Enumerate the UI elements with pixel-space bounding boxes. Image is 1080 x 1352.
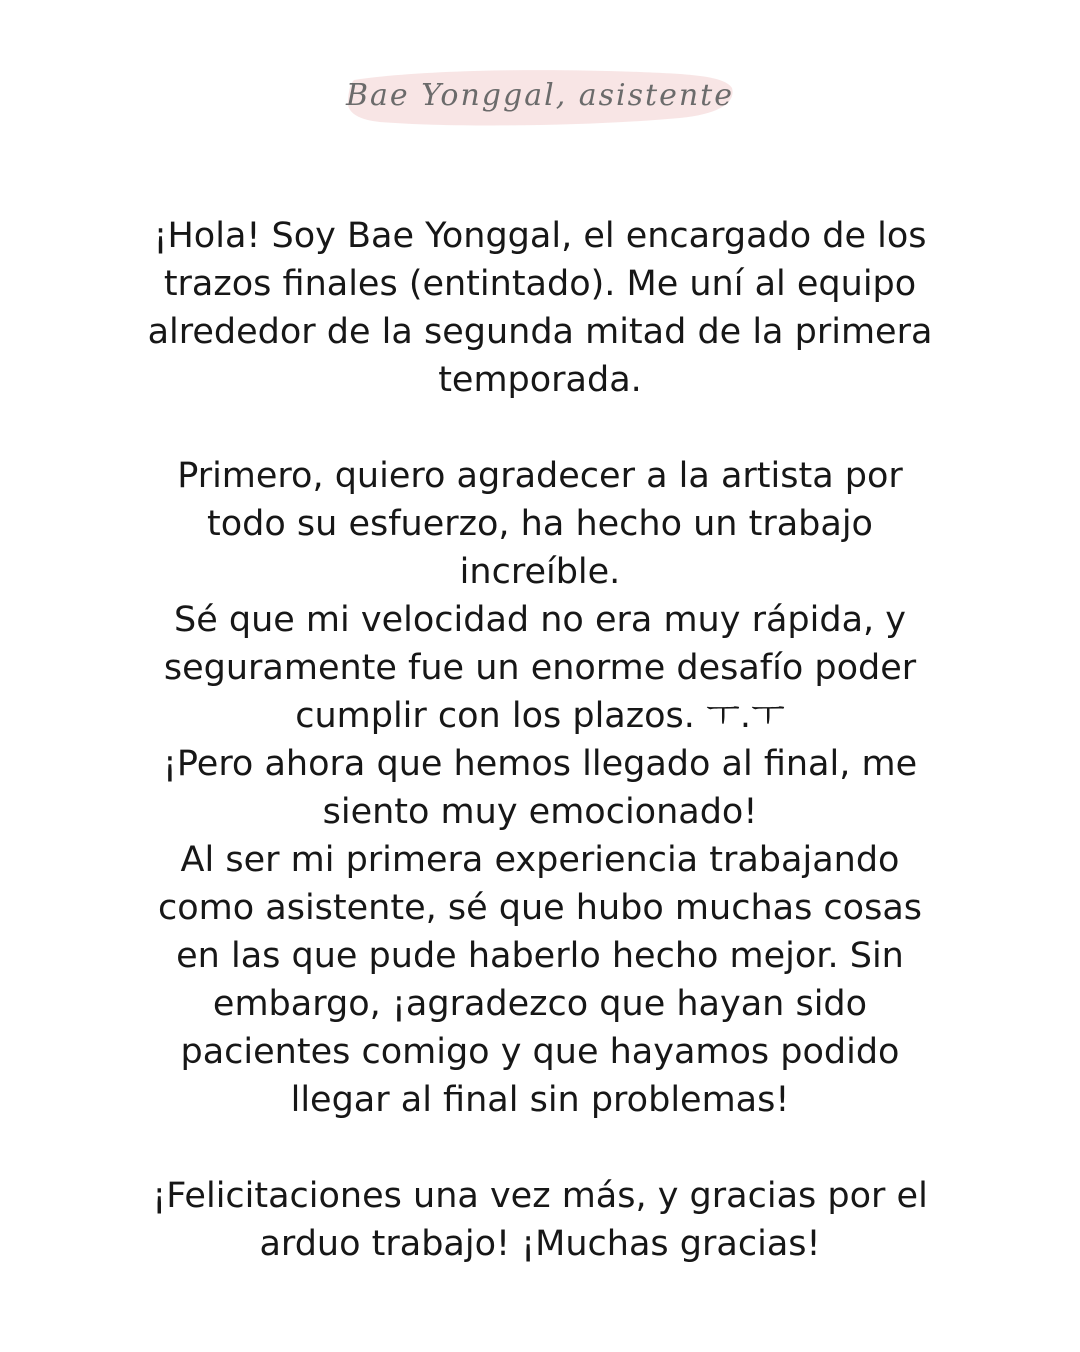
text-line: increíble. xyxy=(459,552,621,592)
paragraph-thanks xyxy=(100,452,980,1124)
text-line: ¡Hola! Soy Bae Yonggal, el encargado de los xyxy=(153,216,927,256)
text-line: llegar al final sin problemas! xyxy=(290,1080,790,1120)
paragraph-closing xyxy=(100,1172,980,1268)
text-line: arduo trabajo! ¡Muchas gracias! xyxy=(259,1224,821,1264)
text-line: alrededor de la segunda mitad de la primera xyxy=(147,312,933,352)
text-line: embargo, ¡agradezco que hayan sido xyxy=(212,984,868,1024)
text-line: ¡Felicitaciones una vez más, y gracias por el xyxy=(152,1176,928,1216)
letter-body xyxy=(100,212,980,1268)
page-title: Bae Yonggal, asistente xyxy=(346,78,734,113)
text-line: seguramente fue un enorme desafío poder xyxy=(163,648,917,688)
text-line: trazos finales (entintado). Me uní al equipo xyxy=(163,264,917,304)
text-line: Sé que mi velocidad no era muy rápida, y xyxy=(174,600,906,640)
text-line: Primero, quiero agradecer a la artista por xyxy=(177,456,903,496)
text-line: como asistente, sé que hubo muchas cosas xyxy=(157,888,923,928)
paragraph-intro xyxy=(100,212,980,404)
text-line: siento muy emocionado! xyxy=(322,792,758,832)
text-line: Al ser mi primera experiencia trabajando xyxy=(180,840,900,880)
text-line: en las que pude haberlo hecho mejor. Sin xyxy=(176,936,904,976)
text-line: pacientes comigo y que hayamos podido xyxy=(180,1032,900,1072)
text-line: temporada. xyxy=(438,360,642,400)
title-banner xyxy=(340,62,740,134)
text-line: todo su esfuerzo, ha hecho un trabajo xyxy=(207,504,873,544)
text-line: cumplir con los plazos. ㅜ.ㅜ xyxy=(295,696,785,736)
text-line: ¡Pero ahora que hemos llegado al final, me xyxy=(162,744,918,784)
